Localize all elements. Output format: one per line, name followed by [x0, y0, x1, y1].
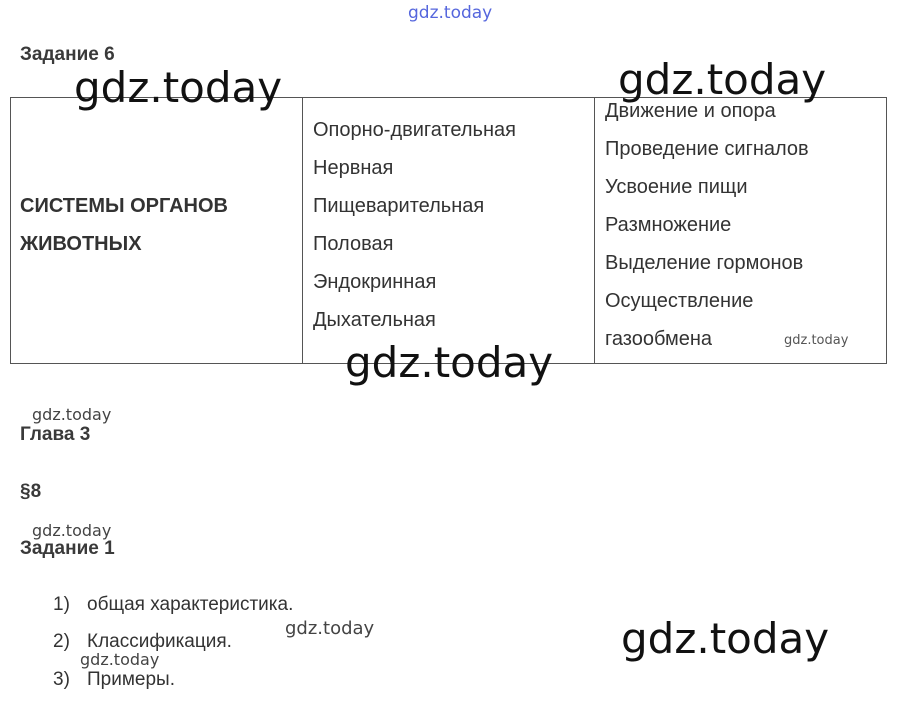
system-item: Эндокринная: [313, 271, 437, 293]
system-item: Опорно-двигательная: [313, 119, 516, 141]
watermark-small: gdz.today: [285, 618, 375, 639]
function-item: газообмена: [605, 328, 713, 350]
list-item: [53, 594, 293, 616]
systems-list: [313, 111, 516, 339]
task6-title: Задание 6: [20, 44, 115, 65]
list-item-text: общая характеристика.: [87, 594, 294, 615]
function-item: Проведение сигналов: [605, 138, 809, 160]
table-divider-1: [302, 97, 303, 364]
table-divider-2: [594, 97, 595, 364]
watermark-big: gdz.today: [74, 63, 283, 112]
list-item: [53, 669, 175, 691]
list-item-text: Примеры.: [87, 669, 175, 690]
chapter-title: Глава 3: [20, 424, 91, 445]
function-item: Выделение гормонов: [605, 252, 804, 274]
functions-list: [605, 92, 809, 358]
system-item: Дыхательная: [313, 309, 436, 331]
watermark-big: gdz.today: [345, 338, 554, 387]
watermark-big: gdz.today: [621, 614, 830, 663]
list-item-text: Классификация.: [87, 631, 232, 652]
function-item: Усвоение пищи: [605, 176, 748, 198]
list-item-number: 3): [53, 669, 70, 690]
system-item: Половая: [313, 233, 394, 255]
table-header-line1: СИСТЕМЫ ОРГАНОВ: [20, 195, 228, 217]
watermark-big: gdz.today: [618, 55, 827, 104]
function-item: Размножение: [605, 214, 732, 236]
list-item-number: 2): [53, 631, 70, 652]
watermark-tiny: gdz.today: [784, 333, 849, 348]
table-header-line2: ЖИВОТНЫХ: [20, 233, 142, 255]
paragraph-title: §8: [20, 481, 42, 502]
system-item: Пищеварительная: [313, 195, 485, 217]
watermark-small: gdz.today: [32, 521, 112, 540]
watermark-top: gdz.today: [408, 3, 493, 23]
task1-title: Задание 1: [20, 538, 115, 559]
system-item: Нервная: [313, 157, 394, 179]
function-item: Осуществление: [605, 290, 754, 312]
function-item: Движение и опора: [605, 100, 776, 122]
list-item-number: 1): [53, 594, 70, 615]
watermark-small: gdz.today: [80, 650, 160, 669]
watermark-small: gdz.today: [32, 405, 112, 424]
